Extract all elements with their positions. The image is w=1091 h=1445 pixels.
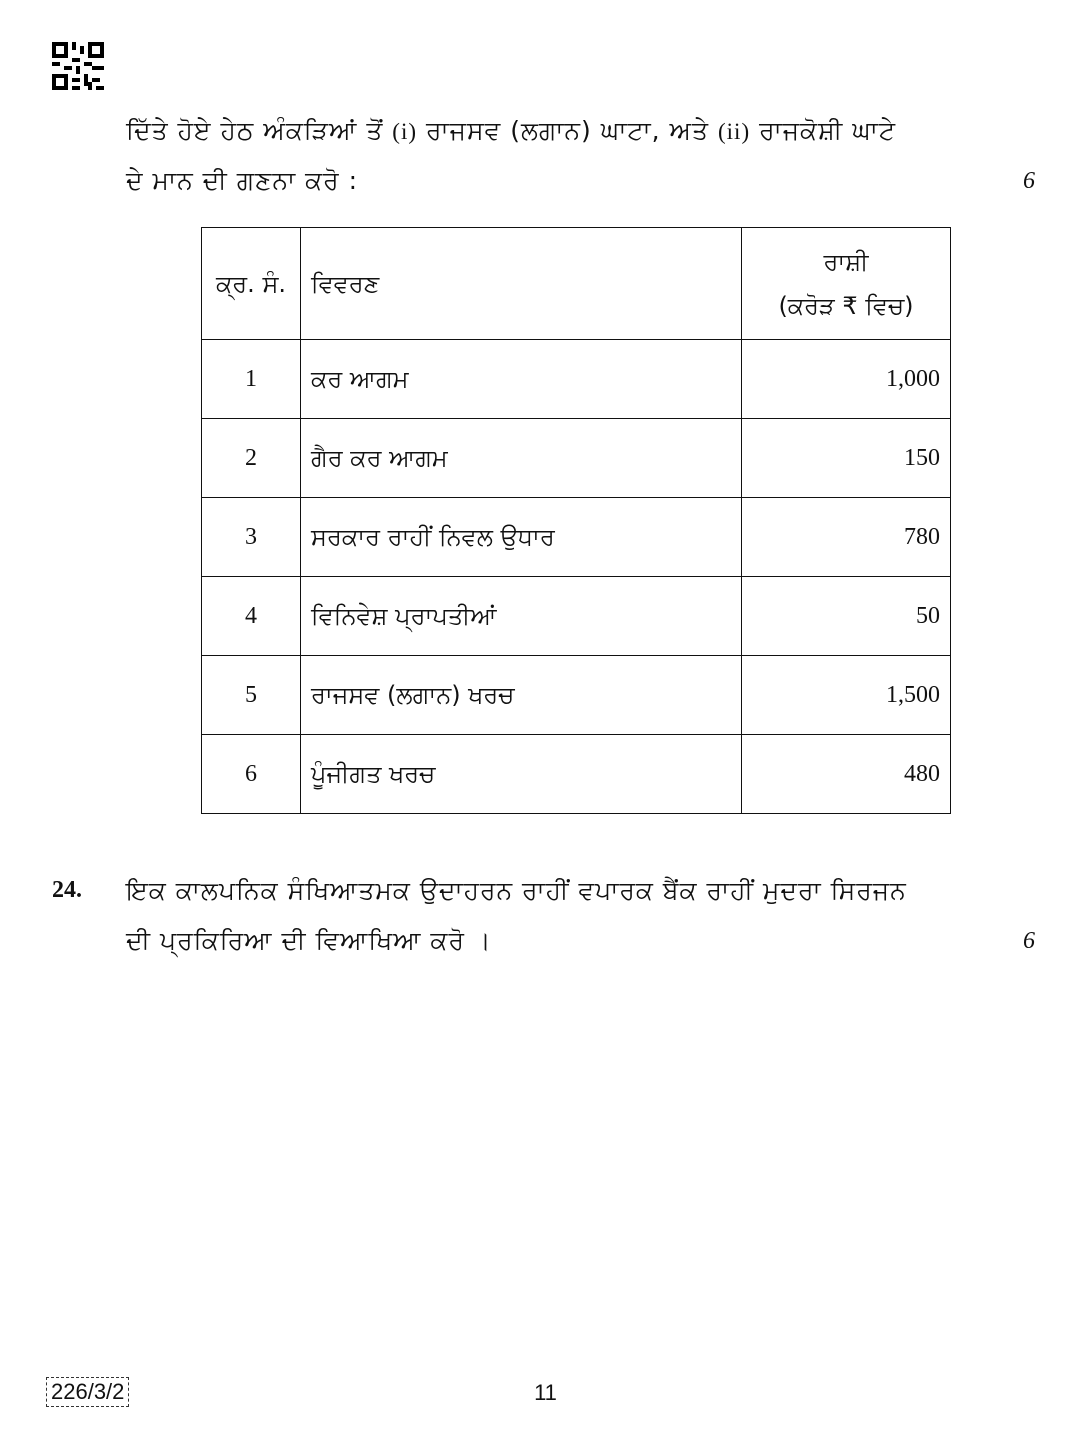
q23-label-ii: (ii) bbox=[718, 119, 751, 144]
header-amount bbox=[742, 228, 951, 340]
q23-text-a: ਦਿੱਤੇ ਹੋਏ ਹੇਠ ਅੰਕੜਿਆਂ ਤੋਂ bbox=[126, 116, 384, 145]
header-serial-no: ਕ੍ਰ. ਸੰ. bbox=[202, 228, 301, 340]
header-amount-line-2: (ਕਰੋੜ ₹ ਵਿਚ) bbox=[778, 291, 914, 320]
fiscal-data-table bbox=[201, 227, 951, 814]
table-row bbox=[202, 340, 951, 419]
cell-amount: 1,000 bbox=[742, 340, 951, 419]
table-row bbox=[202, 577, 951, 656]
table-row bbox=[202, 498, 951, 577]
cell-serial: 3 bbox=[202, 498, 301, 577]
question-24-line-2: ਦੀ ਪ੍ਰਕਿਰਿਆ ਦੀ ਵਿਆਖਿਆ ਕਰੋ । bbox=[126, 926, 492, 955]
cell-serial: 1 bbox=[202, 340, 301, 419]
cell-amount: 150 bbox=[742, 419, 951, 498]
cell-amount: 1,500 bbox=[742, 656, 951, 735]
question-24-line-1: ਇਕ ਕਾਲਪਨਿਕ ਸੰਖਿਆਤਮਕ ਉਦਾਹਰਨ ਰਾਹੀਂ ਵਪਾਰਕ ਬੈਂਕ ਰਾਹੀਂ ਮੁਦਰਾ ਸਿਰਜਨ bbox=[126, 876, 907, 905]
page-number: 11 bbox=[534, 1380, 557, 1405]
paper-code: 226/3/2 bbox=[46, 1377, 129, 1407]
q23-label-i: (i) bbox=[392, 119, 418, 144]
header-amount-line-1: ਰਾਸ਼ੀ bbox=[823, 247, 869, 276]
qr-code-icon bbox=[52, 42, 104, 90]
question-23-marks: 6 bbox=[1023, 168, 1035, 194]
q23-text-c: ਰਾਜਕੋਸ਼ੀ ਘਾਟੇ bbox=[759, 116, 896, 145]
cell-amount: 50 bbox=[742, 577, 951, 656]
question-24-number: 24. bbox=[52, 877, 82, 903]
cell-serial: 5 bbox=[202, 656, 301, 735]
table-header-row bbox=[202, 228, 951, 340]
table-row bbox=[202, 735, 951, 814]
question-23-line-1 bbox=[126, 106, 896, 157]
cell-serial: 4 bbox=[202, 577, 301, 656]
table-row bbox=[202, 419, 951, 498]
question-24-marks: 6 bbox=[1023, 928, 1035, 954]
cell-description: ਪੂੰਜੀਗਤ ਖਰਚ bbox=[301, 735, 742, 814]
cell-amount: 480 bbox=[742, 735, 951, 814]
cell-description: ਰਾਜਸਵ (ਲਗਾਨ) ਖਰਚ bbox=[301, 656, 742, 735]
cell-serial: 6 bbox=[202, 735, 301, 814]
question-23-line-2: ਦੇ ਮਾਨ ਦੀ ਗਣਨਾ ਕਰੋ : bbox=[126, 166, 359, 195]
cell-description: ਸਰਕਾਰ ਰਾਹੀਂ ਨਿਵਲ ਉਧਾਰ bbox=[301, 498, 742, 577]
header-description: ਵਿਵਰਣ bbox=[301, 228, 742, 340]
q23-text-b: ਰਾਜਸਵ (ਲਗਾਨ) ਘਾਟਾ, ਅਤੇ bbox=[425, 116, 710, 145]
cell-amount: 780 bbox=[742, 498, 951, 577]
table-row bbox=[202, 656, 951, 735]
cell-description: ਕਰ ਆਗਮ bbox=[301, 340, 742, 419]
cell-serial: 2 bbox=[202, 419, 301, 498]
cell-description: ਵਿਨਿਵੇਸ਼ ਪ੍ਰਾਪਤੀਆਂ bbox=[301, 577, 742, 656]
cell-description: ਗੈਰ ਕਰ ਆਗਮ bbox=[301, 419, 742, 498]
